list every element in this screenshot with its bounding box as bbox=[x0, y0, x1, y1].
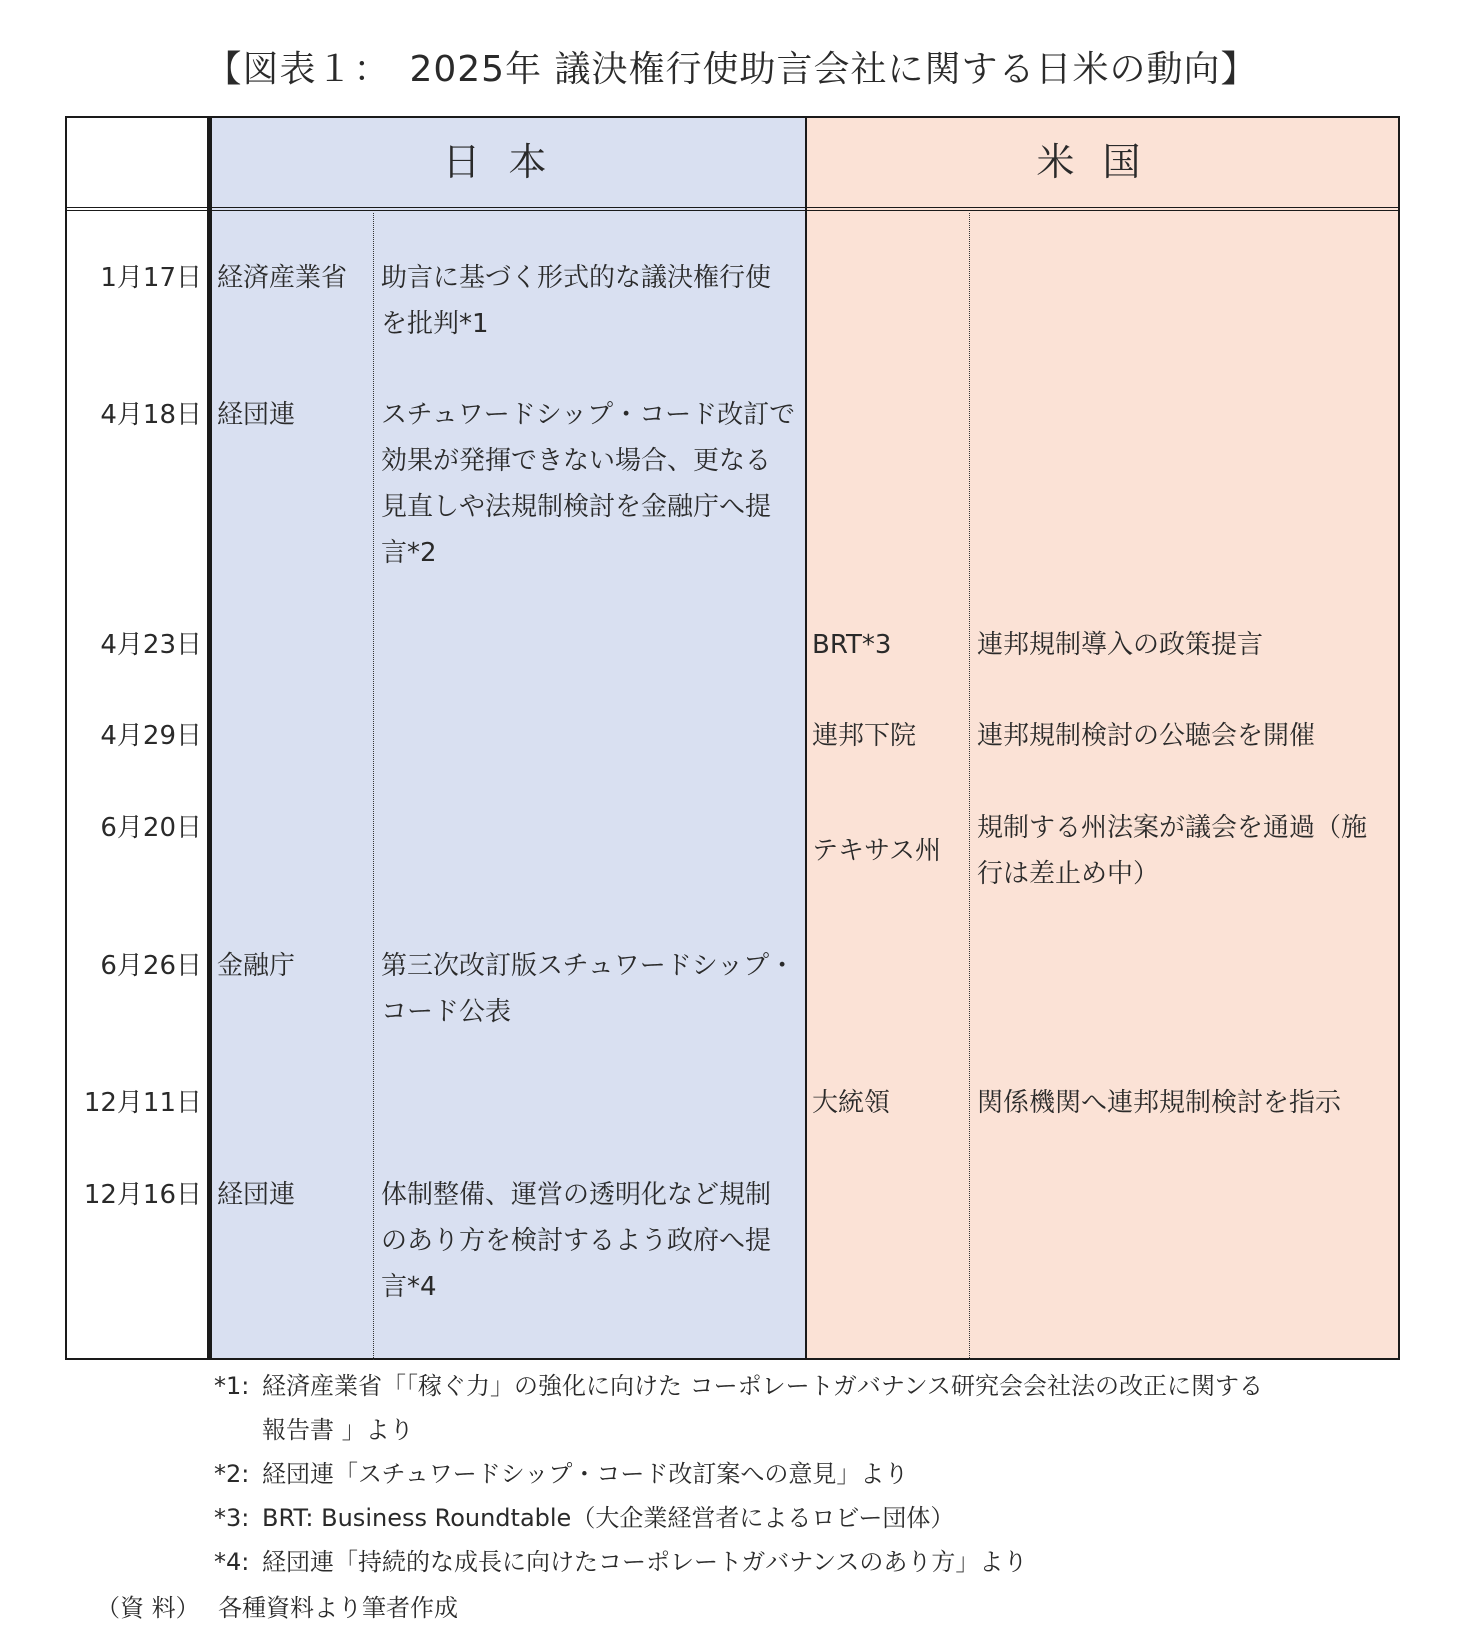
footnote bbox=[214, 1452, 1414, 1496]
row-date: 6月20日 bbox=[100, 813, 202, 843]
japan-action: 第三次改訂版スチュワードシップ・コード公表 bbox=[381, 951, 796, 1027]
header-separator bbox=[65, 207, 1400, 211]
row-date: 1月17日 bbox=[100, 263, 202, 293]
footnote bbox=[214, 1496, 1414, 1540]
header-japan: 日本 bbox=[442, 140, 575, 184]
japan-organization: 経団連 bbox=[217, 400, 296, 430]
date-column-divider bbox=[207, 116, 212, 1360]
japan-organization: 経団連 bbox=[217, 1180, 296, 1210]
us-action: 連邦規制検討の公聴会を開催 bbox=[977, 721, 1316, 751]
row-date: 6月26日 bbox=[100, 951, 202, 981]
footnote bbox=[214, 1364, 1414, 1452]
header-us: 米国 bbox=[1036, 140, 1169, 184]
us-organization: テキサス州 bbox=[812, 836, 941, 866]
us-organization: BRT*3 bbox=[812, 630, 892, 660]
footnote-text: 経団連「スチュワードシップ・コード改訂案への意見」より bbox=[262, 1460, 909, 1488]
us-organization: 連邦下院 bbox=[812, 721, 917, 751]
footnote-mark: *4: bbox=[214, 1548, 250, 1576]
row-date: 4月23日 bbox=[100, 630, 202, 660]
japan-action: スチュワードシップ・コード改訂で効果が発揮できない場合、更なる見直しや法規制検討を金融庁へ提言*2 bbox=[381, 400, 796, 568]
footnote-text: BRT: Business Roundtable（大企業経営者によるロビー団体） bbox=[262, 1504, 955, 1532]
us-dotted-divider bbox=[969, 213, 970, 1360]
footnotes bbox=[214, 1364, 1414, 1584]
us-organization: 大統領 bbox=[812, 1088, 891, 1118]
footnote-text: 経済産業省「「稼ぐ力」の強化に向けた コーポレートガバナンス研究会会社法の改正に関する報告書 」より bbox=[262, 1372, 1263, 1444]
japan-action: 助言に基づく形式的な議決権行使を批判*1 bbox=[381, 263, 772, 339]
source-line bbox=[96, 1588, 458, 1628]
footnote-mark: *1: bbox=[214, 1372, 250, 1400]
japan-organization: 経済産業省 bbox=[217, 263, 348, 293]
us-action: 関係機関へ連邦規制検討を指示 bbox=[977, 1088, 1342, 1118]
footnote-text: 経団連「持続的な成長に向けたコーポレートガバナンスのあり方」より bbox=[262, 1548, 1028, 1576]
row-date: 12月16日 bbox=[83, 1180, 202, 1210]
footnote bbox=[214, 1540, 1414, 1584]
row-date: 12月11日 bbox=[83, 1088, 202, 1118]
row-date: 4月29日 bbox=[100, 721, 202, 751]
japan-action: 体制整備、運営の透明化など規制のあり方を検討するよう政府へ提言*4 bbox=[381, 1180, 772, 1302]
row-date: 4月18日 bbox=[100, 400, 202, 430]
us-action: 連邦規制導入の政策提言 bbox=[977, 630, 1264, 660]
country-divider bbox=[805, 116, 807, 1360]
japan-organization: 金融庁 bbox=[217, 951, 296, 981]
japan-dotted-divider bbox=[373, 213, 374, 1360]
footnote-mark: *3: bbox=[214, 1504, 250, 1532]
figure-title: 【図表１： 2025年 議決権行使助言会社に関する日米の動向】 bbox=[205, 49, 1258, 90]
us-action: 規制する州法案が議会を通過（施行は差止め中） bbox=[977, 813, 1368, 889]
footnote-mark: *2: bbox=[214, 1460, 250, 1488]
source-label: （資 料） bbox=[96, 1594, 200, 1622]
source-text: 各種資料より筆者作成 bbox=[218, 1594, 458, 1622]
